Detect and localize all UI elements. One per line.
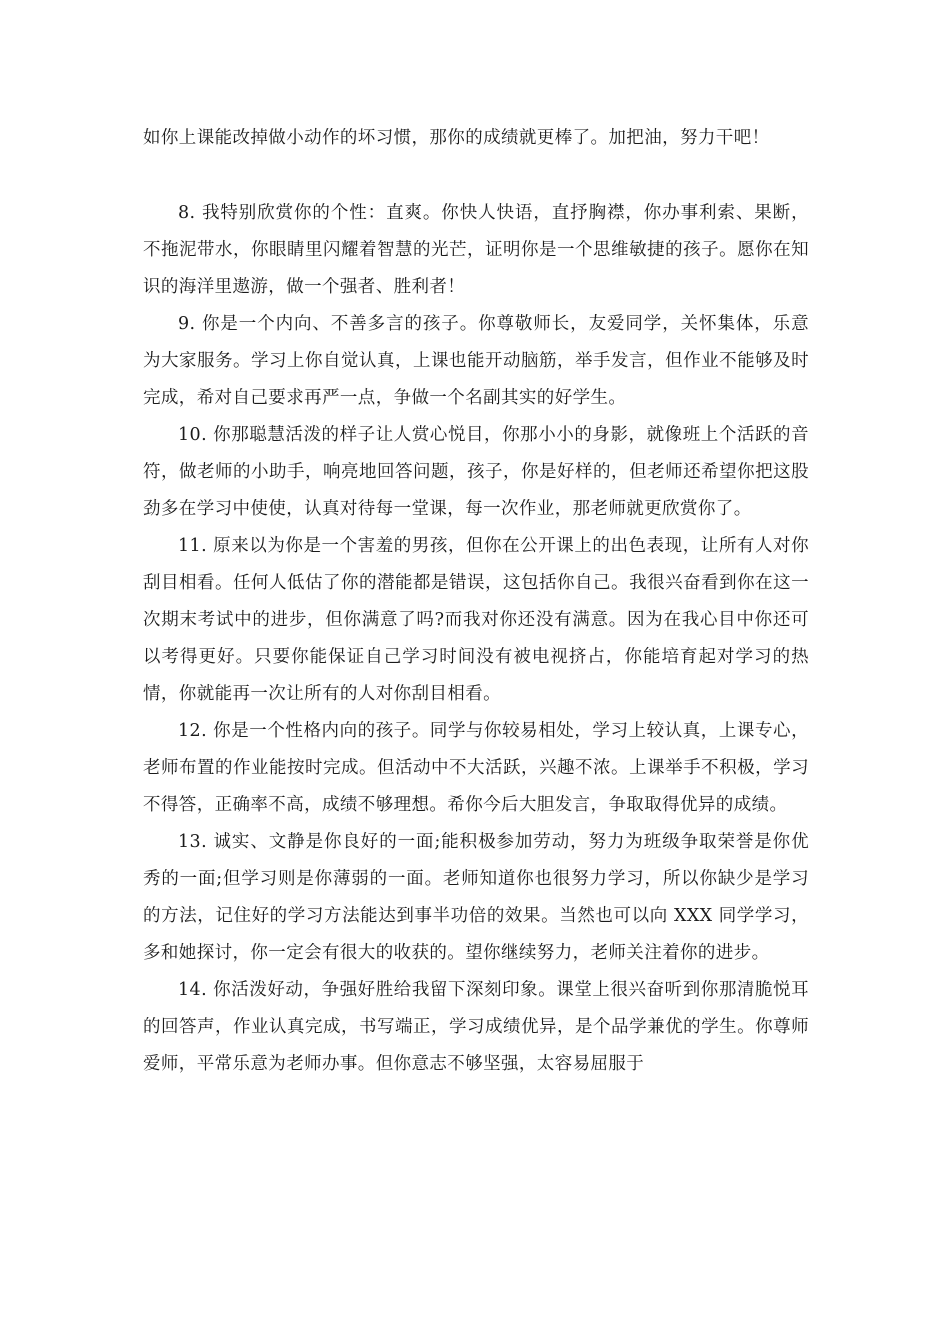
continuation-paragraph: 如你上课能改掉做小动作的坏习惯，那你的成绩就更棒了。加把油，努力干吧！ — [143, 128, 770, 148]
comment-item-10: 10. 你那聪慧活泼的样子让人赏心悦目，你那小小的身影，就像班上个活跃的音符，做老师的小助手，响亮地回答问题，孩子，你是好样的，但老师还希望你把这股劲多在学习中使使，认真对待每一堂课，每一次作业，那老师就更欣赏你了。 — [143, 425, 809, 519]
comment-item-14: 14. 你活泼好动，争强好胜给我留下深刻印象。课堂上很兴奋听到你那清脆悦耳的回答声，作业认真完成，书写端正，学习成绩优异，是个品学兼优的学生。你尊师爱师，平常乐意为老师办事。但你意志不够坚强，太容易屈服于 — [143, 980, 809, 1074]
comment-item-8: 8. 我特别欣赏你的个性：直爽。你快人快语，直抒胸襟，你办事利索、果断，不拖泥带水，你眼睛里闪耀着智慧的光芒，证明你是一个思维敏捷的孩子。愿你在知识的海洋里遨游，做一个强者、胜利者！ — [143, 203, 809, 297]
comment-item-11: 11. 原来以为你是一个害羞的男孩，但你在公开课上的出色表现，让所有人对你刮目相看。任何人低估了你的潜能都是错误，这包括你自己。我很兴奋看到你在这一次期末考试中的进步，但你满意了吗?而我对你还没有满意。因为在我心目中你还可以考得更好。只要你能保证自己学习时间没有被电视挤占，你能培育起对学习的热情，你就能再一次让所有的人对你刮目相看。 — [143, 536, 809, 704]
document-body — [143, 120, 809, 1083]
comment-item-9: 9. 你是一个内向、不善多言的孩子。你尊敬师长，友爱同学，关怀集体，乐意为大家服务。学习上你自觉认真，上课也能开动脑筋，举手发言，但作业不能够及时完成，希对自己要求再严一点，争做一个名副其实的好学生。 — [143, 314, 809, 408]
comment-item-13: 13. 诚实、文静是你良好的一面;能积极参加劳动，努力为班级争取荣誉是你优秀的一面;但学习则是你薄弱的一面。老师知道你也很努力学习，所以你缺少是学习的方法，记住好的学习方法能达到事半功倍的效果。当然也可以向 XXX 同学学习，多和她探讨，你一定会有很大的收获的。望你继续努力，老师关注着你的进步。 — [143, 832, 809, 963]
paragraph-gap — [143, 157, 809, 195]
comment-item-12: 12. 你是一个性格内向的孩子。同学与你较易相处，学习上较认真，上课专心，老师布置的作业能按时完成。但活动中不大活跃，兴趣不浓。上课举手不积极，学习不得答，正确率不高，成绩不够理想。希你今后大胆发言，争取取得优异的成绩。 — [143, 721, 809, 815]
